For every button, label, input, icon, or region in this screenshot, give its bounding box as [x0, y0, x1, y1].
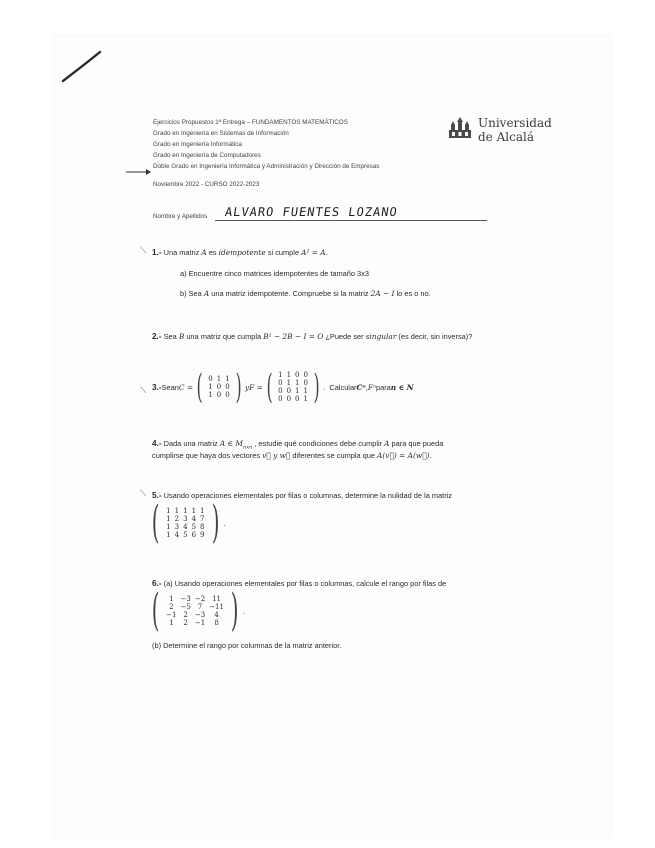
matrix-entry: −5: [180, 603, 191, 611]
check-mark: ⟍: [140, 245, 147, 255]
matrix-entry: 4: [191, 515, 197, 523]
matrix-row: [276, 379, 310, 387]
matrix-entry: 0: [286, 395, 292, 403]
matrix-entry: −11: [209, 603, 224, 611]
matrix-row: [164, 531, 206, 539]
matrix-entry: 1: [303, 387, 308, 395]
matrix-entry: 1: [295, 379, 300, 387]
matrix-entry: 0: [295, 371, 300, 379]
matrix-entry: 1: [174, 507, 180, 515]
matrix-entry: 4: [214, 611, 219, 619]
matrix-entry: 0: [303, 379, 308, 387]
course-date: Noviembre 2022 - CURSO 2022-2023: [153, 181, 260, 188]
matrix-row: [276, 387, 310, 395]
matrix-entry: 5: [183, 531, 188, 539]
matrix-entry: 0: [278, 379, 283, 387]
matrix-c: [206, 375, 231, 399]
name-label: Nombre y Apellidos: [153, 213, 208, 220]
exercise-5-statement: 5.- Usando operaciones elementales por filas o columnas, determine la nulidad de la matriz: [152, 491, 453, 500]
matrix-entry: 1: [286, 379, 292, 387]
matrix-row: [206, 383, 231, 391]
exercise-6-matrix: ( 1 −3 −2 11 2 −5 7 −11 −1 2 −3 4 1 2 −1 8 ) .: [151, 585, 246, 636]
matrix-entry: 4: [183, 523, 188, 531]
header-line-1: Ejercicios Propuestos 1ª Entrega – FUNDAMENTOS MATEMÁTICOS: [153, 119, 348, 126]
exercise-4-line-1: 4.- Dada una matriz A ∈ $M_{nxn}$ , estudie qué condiciones debe cumplir A para que pueda: [152, 439, 444, 451]
exercise-3-statement: 3.- Sean C = ( 0 1 1 1 0 0 1 0 0 ) y F = ( 1 1 0 0 0 1 1 0 0 0 1 1 0 0 0 1 ) . Calcular Cⁿ , Fⁿ para n ∈ N: [152, 367, 414, 407]
exercise-6-statement: 6.- (a) Usando operaciones elementales por filas o columnas, calcule el rango por filas de: [152, 579, 447, 588]
matrix-entry: 7: [200, 515, 205, 523]
exercise-1b: b) Sea A una matriz idempotente. Compruebe si la matriz 2A − I lo es o no.: [180, 289, 431, 298]
matrix-entry: 1: [225, 375, 230, 383]
matrix-entry: 2: [183, 611, 188, 619]
name-field: [215, 204, 487, 221]
matrix-entry: 8: [200, 523, 205, 531]
matrix-entry: 5: [191, 523, 197, 531]
matrix-entry: −3: [194, 611, 206, 619]
matrix-entry: 6: [191, 531, 197, 539]
matrix-entry: 2: [183, 619, 188, 627]
matrix-entry: −1: [194, 619, 206, 627]
matrix-entry: 1: [169, 595, 174, 603]
university-name: [478, 116, 552, 144]
matrix-entry: 1: [200, 507, 205, 515]
matrix-entry: 1: [286, 371, 292, 379]
matrix-row: [164, 507, 206, 515]
matrix-nullity: [164, 507, 206, 539]
header-line-4: Grado en Ingeniería de Computadores: [153, 152, 261, 159]
university-line-2: de Alcalá: [478, 130, 534, 144]
name-handwritten: ALVARO FUENTES LOZANO: [224, 205, 399, 219]
matrix-entry: 0: [225, 383, 230, 391]
matrix-entry: 1: [208, 391, 213, 399]
matrix-row: [276, 395, 310, 403]
matrix-row: [164, 595, 226, 603]
matrix-entry: 2: [174, 515, 180, 523]
document-page: [55, 36, 611, 838]
header-line-5: Doble Grado en Ingeniería Informática y Administración y Dirección de Empresas: [153, 163, 380, 170]
matrix-entry: 7: [197, 603, 203, 611]
matrix-entry: 1: [166, 507, 171, 515]
matrix-row: [164, 603, 226, 611]
matrix-entry: 2: [169, 603, 174, 611]
matrix-entry: 1: [208, 383, 213, 391]
matrix-entry: 0: [216, 383, 222, 391]
matrix-row: [164, 611, 226, 619]
arrow-mark: [125, 163, 151, 171]
header-line-3: Grado en Ingeniería Informática: [153, 141, 242, 148]
matrix-row: [164, 515, 206, 523]
matrix-entry: 1: [166, 523, 171, 531]
matrix-entry: −1: [166, 611, 177, 619]
matrix-entry: 1: [303, 395, 308, 403]
matrix-entry: 1: [183, 507, 188, 515]
matrix-entry: 1: [216, 375, 222, 383]
matrix-entry: 0: [303, 371, 308, 379]
matrix-entry: 0: [286, 387, 292, 395]
university-line-1: Universidad: [478, 116, 552, 130]
matrix-row: [206, 391, 231, 399]
matrix-row: [206, 375, 231, 383]
matrix-entry: 0: [225, 391, 230, 399]
matrix-entry: 3: [183, 515, 188, 523]
matrix-entry: 1: [191, 507, 197, 515]
matrix-rank: [164, 595, 226, 627]
matrix-f: [276, 371, 310, 403]
matrix-entry: 0: [208, 375, 213, 383]
exercise-5-matrix: ( 1 1 1 1 1 1 2 3 4 7 1 3 4 5 8 1 4 5 6 9 ) .: [151, 497, 226, 548]
matrix-entry: 8: [214, 619, 219, 627]
matrix-entry: 1: [166, 531, 171, 539]
matrix-row: [164, 523, 206, 531]
matrix-entry: 1: [278, 371, 283, 379]
matrix-entry: 1: [169, 619, 174, 627]
pen-stroke-mark: [60, 48, 105, 84]
exercise-1a: a) Encuentre cinco matrices idempotentes de tamaño 3x3: [180, 269, 369, 278]
check-mark: ⟍: [140, 385, 147, 395]
matrix-entry: 1: [295, 387, 300, 395]
exercise-2-statement: 2.- Sea B una matriz que cumpla B² − 2B − I = O ¿Puede ser singular (es decir, sin inversa)?: [152, 332, 473, 341]
matrix-entry: −3: [180, 595, 191, 603]
exercise-1-statement: 1.- Una matriz A es idempotente si cumple A² = A.: [152, 248, 328, 257]
matrix-entry: −2: [194, 595, 206, 603]
matrix-entry: 9: [200, 531, 205, 539]
matrix-entry: 3: [174, 523, 180, 531]
matrix-entry: 4: [174, 531, 180, 539]
matrix-entry: 1: [166, 515, 171, 523]
matrix-entry: 11: [212, 595, 221, 603]
exercise-6b: (b) Determine el rango por columnas de la matriz anterior.: [152, 641, 342, 650]
matrix-entry: 0: [295, 395, 300, 403]
check-mark: ⟍: [140, 488, 147, 498]
header-line-2: Grado en Ingeniería en Sistemas de Información: [153, 130, 289, 137]
matrix-row: [164, 619, 226, 627]
matrix-row: [276, 371, 310, 379]
matrix-entry: 0: [278, 387, 283, 395]
matrix-entry: 0: [278, 395, 283, 403]
matrix-entry: 0: [216, 391, 222, 399]
university-crest-icon: [448, 116, 472, 140]
exercise-4-line-2: cumplirse que haya dos vectores v⃗ y w⃗ diferentes se cumpla que A(v⃗) = A(w⃗).: [152, 451, 432, 460]
